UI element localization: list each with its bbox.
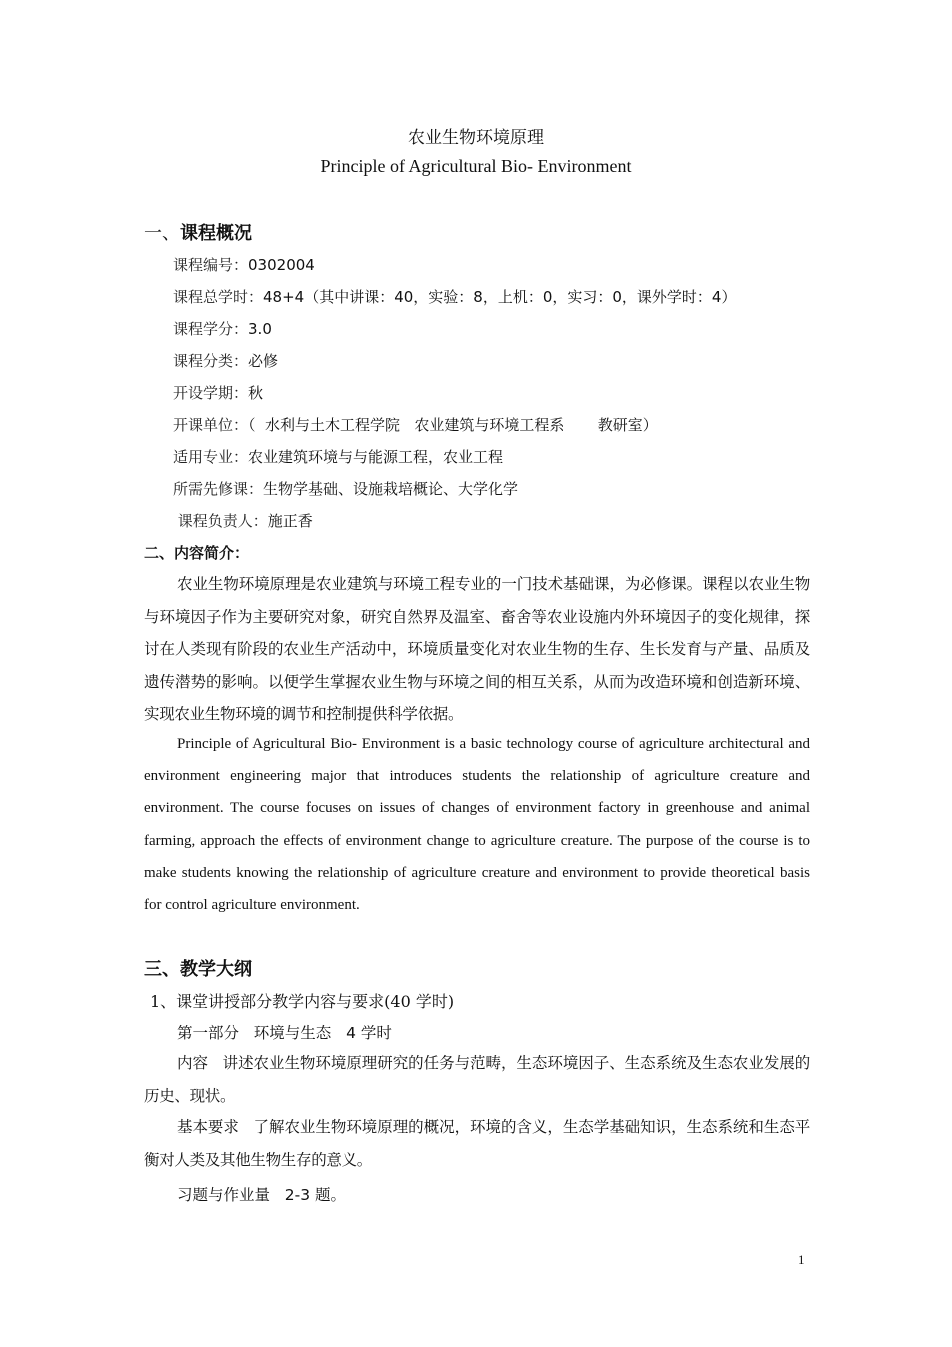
info-label: 课程总学时：: [173, 288, 264, 306]
info-value: 0302004: [248, 256, 315, 274]
info-prerequisites: [173, 478, 518, 499]
page-number: 1: [798, 1252, 805, 1267]
info-value: 秋: [248, 384, 264, 402]
intro-paragraph-cn: 农业生物环境原理是农业建筑与环境工程专业的一门技术基础课，为必修课。课程以农业生物与环境因子作为主要研究对象，研究自然界及温室、畜舍等农业设施内外环境因子的变化规律，探讨在人类现有阶段的农业生产活动中，环境质量变化对农业生物的生存、生长发育与产量、品质及遗传潜势的影响。以便学生掌握农业生物与环境之间的相互关系，从而为改造环境和创造新环境、实现农业生物环境的调节和控制提供科学依据。: [144, 575, 810, 723]
part1-title: 第一部分 环境与生态 4 学时: [177, 1024, 392, 1042]
info-value: 施正香: [267, 512, 313, 530]
info-label: 课程编号：: [173, 256, 249, 274]
info-label: 课程学分：: [173, 320, 249, 338]
info-label: 课程负责人：: [173, 512, 268, 530]
intro-paragraph-en: Principle of Agricultural Bio- Environment is a basic technology course of agriculture architectural and environment engineering major that introduces students the relationship of agriculture creature and environment. The course focuses on issues of changes of environment factory in greenhouse and animal farming, approach the effects of environment change to agriculture creature. The purpose of the course is to make students knowing the relationship of agriculture creature and environment to provide theoretical basis for control agriculture environment.: [144, 736, 810, 914]
part1-content: 内容 讲述农业生物环境原理研究的任务与范畴，生态环境因子、生态系统及生态农业发展的历史、现状。: [144, 1054, 810, 1105]
info-label: 开课单位：: [173, 416, 249, 434]
info-label: 开设学期：: [173, 384, 249, 402]
info-category: [173, 350, 278, 371]
section3-heading: 三、教学大纲: [144, 959, 252, 980]
info-label: 课程分类：: [173, 352, 249, 370]
info-value: （ 水利与土木工程学院 农业建筑与环境工程系 教研室）: [248, 416, 658, 434]
info-course-code: [173, 254, 315, 275]
info-credits: [173, 318, 272, 339]
section1-heading: [144, 219, 252, 245]
info-value: 48+4（其中讲课：40，实验：8，上机：0，实习：0，课外学时：4）: [263, 288, 737, 306]
info-value: 生物学基础、设施栽培概论、大学化学: [263, 480, 519, 498]
section2-heading: 二、内容简介：: [144, 544, 250, 562]
info-majors: [173, 446, 503, 467]
info-value: 农业建筑环境与与能源工程，农业工程: [248, 448, 504, 466]
info-department: [173, 414, 658, 435]
part1-requirement: 基本要求 了解农业生物环境原理的概况，环境的含义，生态学基础知识，生态系统和生态平衡对人类及其他生物生存的意义。: [144, 1118, 810, 1169]
document-title-cn: 农业生物环境原理: [408, 128, 544, 148]
info-semester: [173, 382, 263, 403]
section1-heading-num: 一、: [144, 223, 180, 244]
info-label: 所需先修课：: [173, 480, 264, 498]
lecture-subheading: 1、课堂讲授部分教学内容与要求(40 学时): [150, 992, 455, 1011]
section1-heading-text: 课程概况: [180, 223, 252, 244]
info-value: 3.0: [248, 320, 272, 338]
info-label: 适用专业：: [173, 448, 249, 466]
info-value: 必修: [248, 352, 279, 370]
info-instructor: [173, 510, 313, 531]
info-total-hours: [173, 286, 736, 307]
part1-homework: 习题与作业量 2-3 题。: [177, 1186, 347, 1204]
document-title-en: Principle of Agricultural Bio- Environment: [320, 156, 632, 176]
